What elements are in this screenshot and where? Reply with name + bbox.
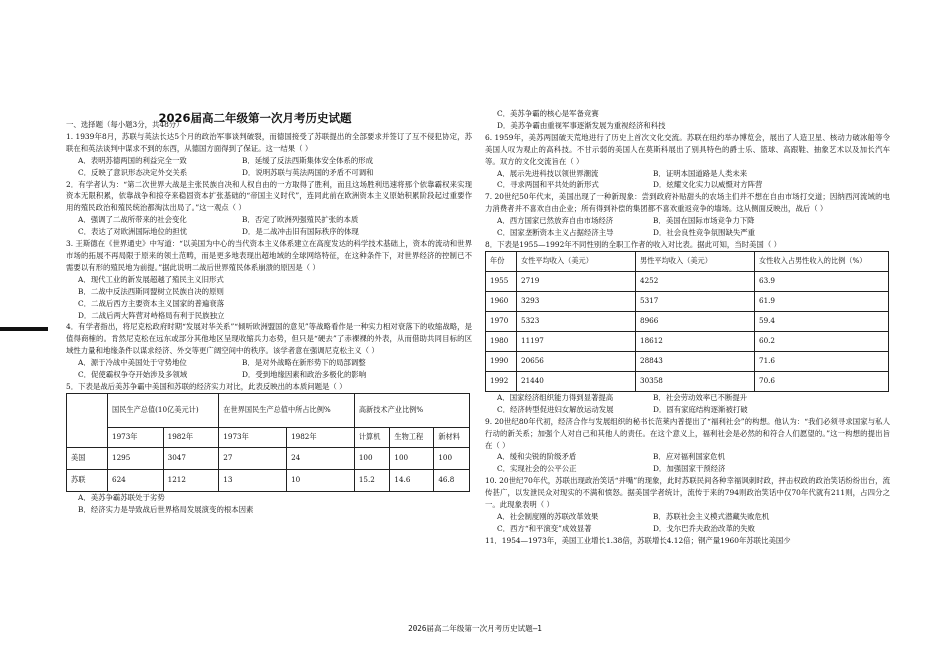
- q10-options-2: [485, 523, 890, 535]
- q5-sub-6: 新材料: [434, 427, 470, 447]
- q9-options: [485, 451, 890, 463]
- q8-cell: 71.6: [755, 351, 889, 371]
- q3-option-b[interactable]: B．二战中反法西斯同盟树立民族自决的原则: [78, 286, 224, 296]
- table-row: [486, 351, 889, 371]
- q5-cell: 15.2: [354, 469, 390, 491]
- section-header: 一、选择题（每小题3分，共48分）: [66, 120, 184, 129]
- q7-option-c[interactable]: C．国家垄断资本主义占据经济主导: [497, 228, 614, 238]
- q8-cell: 1980: [486, 331, 517, 351]
- q5-row-name: 苏联: [67, 469, 108, 491]
- q1-option-d[interactable]: D．说明苏联与英法两国的矛盾不可调和: [242, 167, 374, 177]
- q5-cell: 46.8: [434, 469, 470, 491]
- q8-cell: 3293: [517, 291, 636, 311]
- q8-cell: 21440: [517, 371, 636, 391]
- q5-option-b[interactable]: B．经济实力是导致战后世界格局发展演变的根本因素: [78, 504, 254, 514]
- q8-header-male: 男性平均收入（美元）: [636, 251, 755, 271]
- q8-option-b[interactable]: B．社会劳动效率已不断提升: [653, 392, 748, 402]
- q8-stem: 8．下表是1955—1992年不同性别的全职工作者的收入对比表。据此可知，当时美国（ ）: [485, 239, 781, 249]
- q4-options: [66, 357, 472, 369]
- q8-cell: 5323: [517, 311, 636, 331]
- q10-option-a[interactable]: A．社会制度刚的苏联改革效果: [497, 511, 599, 521]
- q5-sub-5: 生物工程: [390, 427, 434, 447]
- q8-header-ratio: 女性收入占男性收入的比例（%）: [755, 251, 889, 271]
- q1-options: [66, 155, 472, 167]
- q6-options-2: [485, 179, 890, 191]
- q1-option-a[interactable]: A．表明苏德两国的利益完全一致: [78, 155, 187, 165]
- table-row: [486, 331, 889, 351]
- q8-cell: 1955: [486, 271, 517, 291]
- q8-cell: 2719: [517, 271, 636, 291]
- q5-option-d[interactable]: D．美苏争霸由重视军事逐渐发展为重视经济和科技: [497, 120, 666, 130]
- q5-cell: 10: [287, 469, 355, 491]
- q9-options-2: [485, 463, 890, 475]
- q5-sub-3: 1982年: [287, 427, 355, 447]
- q1-option-c[interactable]: C．反映了意识形态决定外交关系: [78, 167, 188, 177]
- q2-option-d[interactable]: D．是二战冲击旧有国际秩序的体现: [242, 227, 359, 237]
- q2-option-c[interactable]: C．表达了对欧洲国际地位的担忧: [78, 227, 188, 237]
- q5-sub-1: 1982年: [163, 427, 219, 447]
- q4-option-d[interactable]: D．受到地缘因素和政治多极化的影响: [242, 370, 367, 380]
- q9-stem: 9. 20世纪80年代初，经济合作与发展组织的秘书长范莱内普提出了“福利社会”的构想。他认为：“我们必须寻求国家与私人行动的新关系；加强个人对自己和其他人的责任。在这个意义上，福利社会是必然的和符合人们愿望的。”这一构想的提出旨在（ ）: [485, 416, 890, 450]
- q4-option-b[interactable]: B．是对外战略在新形势下的局部调整: [242, 358, 366, 368]
- q1-stem: 1. 1939年8月，苏联与英法长达5个月的政治军事谈判破裂，而德国接受了苏联提出的全部要求并签订了互不侵犯协定，苏联在和英法谈判中谋求不到的东西，从德国方面得到了保证。这一结果（ ）: [66, 131, 472, 153]
- q5-header-tech: 高新技术产业比例%: [354, 393, 469, 427]
- q10-option-b[interactable]: B．苏联社会主义模式潜藏失败危机: [653, 511, 770, 521]
- q8-options-2: [485, 404, 890, 416]
- q6-option-a[interactable]: A．展示先进科技以领世界潮流: [497, 168, 599, 178]
- table-row: [486, 311, 889, 331]
- q8-cell: 60.2: [755, 331, 889, 351]
- q5-cell: 1212: [163, 469, 219, 491]
- q7-options-2: [485, 227, 890, 239]
- q5-header-share: 在世界国民生产总值中所占比例%: [219, 393, 355, 427]
- q7-stem: 7. 20世纪50年代末，美国出现了一种新现象：尝到政府补贴甜头的农场主们并不想在自由市场打交道；因纳西河流域的电力消费者并不喜欢自由企业；所有得到补偿的集团都不喜欢重返竞争的墙场。这从侧面反映出，战后（ ）: [485, 192, 890, 214]
- q4-options-2: [66, 369, 472, 381]
- q3-option-a[interactable]: A．现代工业的新发展超越了殖民主义旧形式: [78, 274, 224, 284]
- table-row: [67, 469, 470, 491]
- q8-cell: 30358: [636, 371, 755, 391]
- q2-stem: 2．有学者认为：“第二次世界大战是主张民族自决和人权自由的一方取得了胜利，而且这场胜利迅速将那个依靠霸权来实现资本无限积累，依靠战争和掠夺来稳固资本扩张基础的“帝国主义时代”，连同此前在欧洲资本主义原始积累阶段起过重要作用的殖民政治和殖民统治都淘汰出局了。”这一观点（ ）: [66, 179, 472, 213]
- q5-cell: 24: [287, 447, 355, 469]
- q9-option-c[interactable]: C．实现社会的公平公正: [497, 464, 577, 474]
- q5-cell: 100: [434, 447, 470, 469]
- q5-sub-0: 1973年: [108, 427, 164, 447]
- q8-options: [485, 392, 890, 404]
- q8-cell: 59.4: [755, 311, 889, 331]
- q5-row-name: 美国: [67, 447, 108, 469]
- q6-options: [485, 168, 890, 180]
- q2-option-b[interactable]: B．否定了欧洲列强殖民扩张的本质: [242, 215, 359, 225]
- q10-options: [485, 511, 890, 523]
- q7-option-d[interactable]: D．社会良性竞争氛围缺失严重: [653, 228, 756, 238]
- q4-stem: 4．有学者指出，将尼克松政府时期“发展对华关系”“倾听欧洲盟国的意见”等战略看作是一种实力相对衰落下的收缩战略，是值得商榷的。肯然尼克松在远东或部分其他地区呈现收缩兵力态势，但只是“硬去”了赤裸裸的外表，从而借助共同目标的区域性力量和地缘条件以谋求经济、外交等更广阔空间中的秩序。该学者意在强调尼克松主义（ ）: [66, 322, 472, 356]
- q8-cell: 1960: [486, 291, 517, 311]
- q8-option-c[interactable]: C．经济转型促进妇女解放运动发展: [497, 404, 614, 414]
- q2-options-2: [66, 226, 472, 238]
- q8-cell: 5317: [636, 291, 755, 311]
- page-footer: 2026届高二年级第一次月考历史试题—1: [408, 624, 542, 633]
- q4-option-c[interactable]: C．促使霸权争夺开始涉及多领域: [78, 370, 188, 380]
- q6-option-c[interactable]: C．寻求两国和平共处的新形式: [497, 180, 599, 190]
- q8-cell: 63.9: [755, 271, 889, 291]
- left-column: [66, 108, 472, 516]
- q6-stem: 6. 1959年，美苏两国破天荒地进行了历史上首次文化交流。苏联在纽约举办博览会，展出了人造卫星、核动力破冰船等令美国人叹为观止的高科技。不甘示弱的美国人在莫斯科展出了别具特色的爵士乐、篮球、高跟鞋、抽象艺术以及加长汽车等。双方的文化交流旨在（ ）: [485, 132, 890, 166]
- q8-header-female: 女性平均收入（美元）: [517, 251, 636, 271]
- q5-cell: 13: [219, 469, 287, 491]
- q8-option-a[interactable]: A．国家经济组织能力得到显著提高: [497, 392, 614, 402]
- q8-cell: 4252: [636, 271, 755, 291]
- q11-stem: 11．1954—1973年，美国工业增长1.38倍，苏联增长4.12倍；钢产量1960年苏联比美国少: [485, 535, 791, 545]
- q5-corner-cell: [67, 393, 108, 447]
- q5-header-gdp: 国民生产总值(10亿美元计): [108, 393, 219, 427]
- q6-option-d[interactable]: D．炫耀文化实力以威慑对方阵营: [653, 180, 763, 190]
- q10-stem: 10. 20世纪70年代，苏联出现政治笑话“并嘴”的现象，此时苏联民间各种幸福讽刺时政，抨击权政的政治笑话纷纷出台，流传甚广，以发泄民众对现实的不满和愤怒。据美国学者统计，流传于来的794则政治笑话中仅70年代就有211则，占四分之一。此现象表明（ ）: [485, 476, 890, 510]
- q8-option-d[interactable]: D．固有家庭结构逐渐被打破: [653, 404, 748, 414]
- q3-option-d[interactable]: D．二战后两大阵营对峙格局有利于民族独立: [78, 310, 225, 320]
- q8-cell: 8966: [636, 311, 755, 331]
- q7-option-a[interactable]: A．西方国家已然放弃自由市场经济: [497, 216, 614, 226]
- q3-stem: 3. 王斯德在《世界通史》中写道：“以美国为中心的当代资本主义体系建立在高度发达的科学技术基础上，资本的流动和世界市场的拓展不再局限于原来的领土范畴，而是更多地表现出超地域的全球网络特征，在这种条件下，对世界经济的控制已不需要以有形的殖民地为前提。”据此说明二战后世界殖民体系崩溃的原因是（ ）: [66, 239, 472, 272]
- page-title: 2026届高二年级第一次月考历史试题: [158, 111, 352, 125]
- q9-option-d[interactable]: D．加强国家干预经济: [653, 464, 726, 474]
- margin-bar: [0, 327, 48, 331]
- q8-table: [485, 251, 889, 392]
- table-row: [486, 291, 889, 311]
- q8-cell: 11197: [517, 331, 636, 351]
- q4-option-a[interactable]: A．源于冷战中美国处于守势地位: [78, 358, 187, 368]
- q7-option-b[interactable]: B．美国在国际市场竞争力下降: [653, 216, 755, 226]
- q5-cell: 624: [108, 469, 164, 491]
- q5-cell: 100: [390, 447, 434, 469]
- q5-cell: 27: [219, 447, 287, 469]
- q5-option-a[interactable]: A．美苏争霸苏联处于劣势: [78, 492, 165, 502]
- right-column: [485, 108, 890, 547]
- q10-option-d[interactable]: D．戈尔巴乔夫政治改革的失败: [653, 523, 756, 533]
- q9-option-a[interactable]: A．缓和尖锐的阶级矛盾: [497, 452, 577, 462]
- q1-options-2: [66, 167, 472, 179]
- q8-cell: 28843: [636, 351, 755, 371]
- q10-option-c[interactable]: C．西方“和平演变”成效显著: [497, 523, 592, 533]
- q8-cell: 61.9: [755, 291, 889, 311]
- q2-option-a[interactable]: A．强调了二战所带来的社会变化: [78, 215, 187, 225]
- table-row: [67, 447, 470, 469]
- q5-sub-4: 计算机: [354, 427, 390, 447]
- table-row: [486, 271, 889, 291]
- q5-cell: 1295: [108, 447, 164, 469]
- q3-option-c[interactable]: C．二战后西方主要资本主义国家的普遍衰落: [78, 298, 225, 308]
- q9-option-b[interactable]: B．应对福利国家危机: [653, 452, 725, 462]
- q5-option-c[interactable]: C．美苏争霸的核心是军备竞赛: [497, 109, 599, 118]
- table-row: [486, 371, 889, 391]
- q5-sub-2: 1973年: [219, 427, 287, 447]
- q8-cell: 18612: [636, 331, 755, 351]
- q5-table: [66, 393, 470, 492]
- q5-cell: 3047: [163, 447, 219, 469]
- q8-cell: 1992: [486, 371, 517, 391]
- q8-cell: 70.6: [755, 371, 889, 391]
- q2-options: [66, 214, 472, 226]
- q8-cell: 1990: [486, 351, 517, 371]
- q8-cell: 20656: [517, 351, 636, 371]
- q6-option-b[interactable]: B．证明本国道路是人类未来: [653, 168, 748, 178]
- q5-stem: 5．下表是战后美苏争霸中美国和苏联的经济实力对比，此表反映出的本质问题是（ ）: [66, 381, 347, 391]
- q8-cell: 1970: [486, 311, 517, 331]
- q5-cell: 100: [354, 447, 390, 469]
- q8-header-year: 年份: [486, 251, 517, 271]
- q1-option-b[interactable]: B．延缓了反法西斯集体安全体系的形成: [242, 155, 374, 165]
- q7-options: [485, 215, 890, 227]
- q5-cell: 14.6: [390, 469, 434, 491]
